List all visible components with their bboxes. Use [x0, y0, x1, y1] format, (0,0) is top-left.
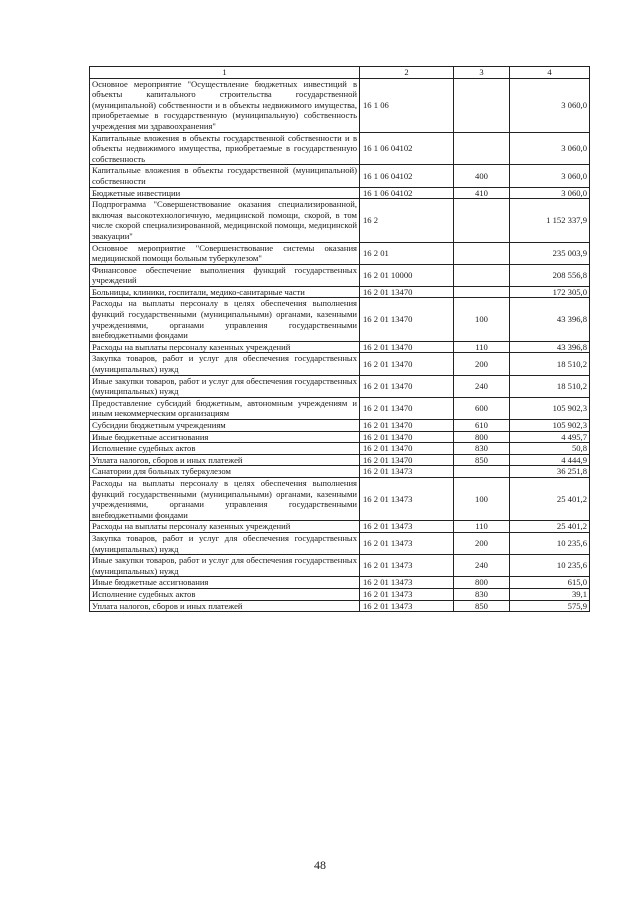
- cell-expense-type: 800: [454, 431, 510, 443]
- cell-amount: 3 060,0: [510, 165, 590, 187]
- table-row: [90, 577, 590, 589]
- table-row: [90, 431, 590, 443]
- table-row: [90, 600, 590, 612]
- cell-expense-type: 600: [454, 397, 510, 419]
- cell-code: 16 2 01 13473: [360, 600, 454, 612]
- cell-name: Исполнение судебных актов: [90, 443, 360, 455]
- cell-name: Подпрограмма "Совершенствование оказания специализированной, включая высокотехнологичную, медицинской помощи, скорой, в том числе скорой специализированной, медицинской помощи, медицинской эвакуации": [90, 199, 360, 242]
- cell-amount: 208 556,8: [510, 264, 590, 286]
- cell-code: 16 2 01 13470: [360, 454, 454, 466]
- cell-name: Расходы на выплаты персоналу в целях обеспечения выполнения функций государственными (муниципальными) органами, казенными учреждениями, органами управления государственными внебюджетными фондами: [90, 298, 360, 341]
- cell-amount: 18 510,2: [510, 353, 590, 375]
- cell-amount: 43 396,8: [510, 298, 590, 341]
- column-header-amount: 4: [510, 67, 590, 79]
- cell-name: Иные бюджетные ассигнования: [90, 577, 360, 589]
- cell-amount: 235 003,9: [510, 242, 590, 264]
- cell-code: 16 2 01 13470: [360, 397, 454, 419]
- cell-name: Предоставление субсидий бюджетным, автономным учреждениям и иным некоммерческим организациям: [90, 397, 360, 419]
- cell-amount: 18 510,2: [510, 375, 590, 397]
- cell-name: Бюджетные инвестиции: [90, 187, 360, 199]
- cell-amount: 172 305,0: [510, 286, 590, 298]
- cell-code: 16 2 01 13470: [360, 443, 454, 455]
- cell-expense-type: 100: [454, 298, 510, 341]
- table-row: [90, 477, 590, 520]
- cell-amount: 1 152 337,9: [510, 199, 590, 242]
- cell-expense-type: 240: [454, 555, 510, 577]
- cell-code: 16 2 01: [360, 242, 454, 264]
- table-row: [90, 454, 590, 466]
- cell-code: 16 2 01 13473: [360, 532, 454, 554]
- cell-name: Иные бюджетные ассигнования: [90, 431, 360, 443]
- cell-expense-type: [454, 199, 510, 242]
- cell-code: 16 2 01 13470: [360, 420, 454, 432]
- cell-expense-type: [454, 132, 510, 165]
- cell-code: 16 1 06 04102: [360, 187, 454, 199]
- cell-code: 16 2 01 13470: [360, 353, 454, 375]
- cell-code: 16 2 01 13470: [360, 375, 454, 397]
- cell-name: Иные закупки товаров, работ и услуг для обеспечения государственных (муниципальных) нужд: [90, 375, 360, 397]
- table-row: [90, 165, 590, 187]
- cell-code: 16 2 01 13470: [360, 298, 454, 341]
- table-row: [90, 521, 590, 533]
- table-header-row: [90, 67, 590, 79]
- budget-table: [89, 66, 590, 612]
- cell-expense-type: 110: [454, 521, 510, 533]
- cell-name: Уплата налогов, сборов и иных платежей: [90, 600, 360, 612]
- cell-name: Основное мероприятие "Совершенствование системы оказания медицинской помощи больным туберкулезом": [90, 242, 360, 264]
- cell-code: 16 2 01 13470: [360, 286, 454, 298]
- cell-amount: 575,9: [510, 600, 590, 612]
- cell-code: 16 1 06 04102: [360, 132, 454, 165]
- cell-code: 16 2 01 13473: [360, 555, 454, 577]
- table-row: [90, 353, 590, 375]
- cell-amount: 105 902,3: [510, 397, 590, 419]
- table-row: [90, 187, 590, 199]
- column-header-name: 1: [90, 67, 360, 79]
- cell-expense-type: 200: [454, 532, 510, 554]
- cell-expense-type: 410: [454, 187, 510, 199]
- cell-expense-type: 400: [454, 165, 510, 187]
- cell-name: Финансовое обеспечение выполнения функций государственных учреждений: [90, 264, 360, 286]
- cell-name: Субсидии бюджетным учреждениям: [90, 420, 360, 432]
- cell-code: 16 2 01 10000: [360, 264, 454, 286]
- cell-amount: 39,1: [510, 588, 590, 600]
- cell-expense-type: [454, 242, 510, 264]
- cell-expense-type: 100: [454, 477, 510, 520]
- table-row: [90, 375, 590, 397]
- cell-name: Расходы на выплаты персоналу в целях обеспечения выполнения функций государственными (муниципальными) органами, казенными учреждениями, органами управления государственными внебюджетными фондами: [90, 477, 360, 520]
- cell-amount: 3 060,0: [510, 78, 590, 132]
- cell-name: Расходы на выплаты персоналу казенных учреждений: [90, 521, 360, 533]
- cell-amount: 36 251,8: [510, 466, 590, 478]
- cell-code: 16 2 01 13470: [360, 341, 454, 353]
- cell-amount: 25 401,2: [510, 477, 590, 520]
- cell-expense-type: [454, 78, 510, 132]
- table-row: [90, 443, 590, 455]
- cell-expense-type: 850: [454, 454, 510, 466]
- column-header-code: 2: [360, 67, 454, 79]
- table-row: [90, 555, 590, 577]
- table-row: [90, 420, 590, 432]
- cell-expense-type: [454, 286, 510, 298]
- cell-code: 16 2 01 13473: [360, 466, 454, 478]
- cell-expense-type: 850: [454, 600, 510, 612]
- cell-name: Закупка товаров, работ и услуг для обеспечения государственных (муниципальных) нужд: [90, 353, 360, 375]
- cell-code: 16 1 06 04102: [360, 165, 454, 187]
- table-row: [90, 588, 590, 600]
- cell-expense-type: 830: [454, 443, 510, 455]
- cell-amount: 43 396,8: [510, 341, 590, 353]
- cell-expense-type: 110: [454, 341, 510, 353]
- table-row: [90, 264, 590, 286]
- cell-amount: 105 902,3: [510, 420, 590, 432]
- cell-amount: 3 060,0: [510, 132, 590, 165]
- cell-amount: 3 060,0: [510, 187, 590, 199]
- cell-code: 16 2 01 13473: [360, 577, 454, 589]
- cell-code: 16 2 01 13473: [360, 521, 454, 533]
- table-body: [90, 78, 590, 612]
- cell-amount: 25 401,2: [510, 521, 590, 533]
- cell-expense-type: [454, 466, 510, 478]
- cell-amount: 10 235,6: [510, 555, 590, 577]
- cell-name: Больницы, клиники, госпитали, медико-санитарные части: [90, 286, 360, 298]
- table-row: [90, 242, 590, 264]
- table-row: [90, 341, 590, 353]
- cell-amount: 615,0: [510, 577, 590, 589]
- cell-amount: 50,8: [510, 443, 590, 455]
- cell-expense-type: 800: [454, 577, 510, 589]
- table-row: [90, 286, 590, 298]
- table-row: [90, 397, 590, 419]
- table-row: [90, 532, 590, 554]
- table-row: [90, 199, 590, 242]
- cell-name: Основное мероприятие "Осуществление бюджетных инвестиций в объекты капитального строительства государственной (муниципальной) собственности и в объекты недвижимого имущества, приобретаемые в государственную (муниципальную) собственность учреждения ми здравоохранения": [90, 78, 360, 132]
- column-header-expense-type: 3: [454, 67, 510, 79]
- cell-code: 16 2 01 13473: [360, 588, 454, 600]
- table-row: [90, 298, 590, 341]
- table-row: [90, 466, 590, 478]
- cell-code: 16 2: [360, 199, 454, 242]
- cell-expense-type: 240: [454, 375, 510, 397]
- cell-expense-type: 200: [454, 353, 510, 375]
- cell-amount: 10 235,6: [510, 532, 590, 554]
- cell-name: Капитальные вложения в объекты государственной (муниципальной) собственности: [90, 165, 360, 187]
- cell-amount: 4 495,7: [510, 431, 590, 443]
- table-row: [90, 78, 590, 132]
- cell-name: Иные закупки товаров, работ и услуг для обеспечения государственных (муниципальных) нужд: [90, 555, 360, 577]
- cell-expense-type: 610: [454, 420, 510, 432]
- cell-amount: 4 444,9: [510, 454, 590, 466]
- cell-expense-type: 830: [454, 588, 510, 600]
- cell-code: 16 2 01 13473: [360, 477, 454, 520]
- cell-name: Санатории для больных туберкулезом: [90, 466, 360, 478]
- cell-code: 16 1 06: [360, 78, 454, 132]
- page-number: 48: [314, 858, 326, 872]
- cell-name: Расходы на выплаты персоналу казенных учреждений: [90, 341, 360, 353]
- cell-name: Исполнение судебных актов: [90, 588, 360, 600]
- cell-name: Уплата налогов, сборов и иных платежей: [90, 454, 360, 466]
- cell-name: Закупка товаров, работ и услуг для обеспечения государственных (муниципальных) нужд: [90, 532, 360, 554]
- cell-code: 16 2 01 13470: [360, 431, 454, 443]
- cell-expense-type: [454, 264, 510, 286]
- table-row: [90, 132, 590, 165]
- cell-name: Капитальные вложения в объекты государственной собственности и в объекты недвижимого имущества, приобретаемые в государственную собственность: [90, 132, 360, 165]
